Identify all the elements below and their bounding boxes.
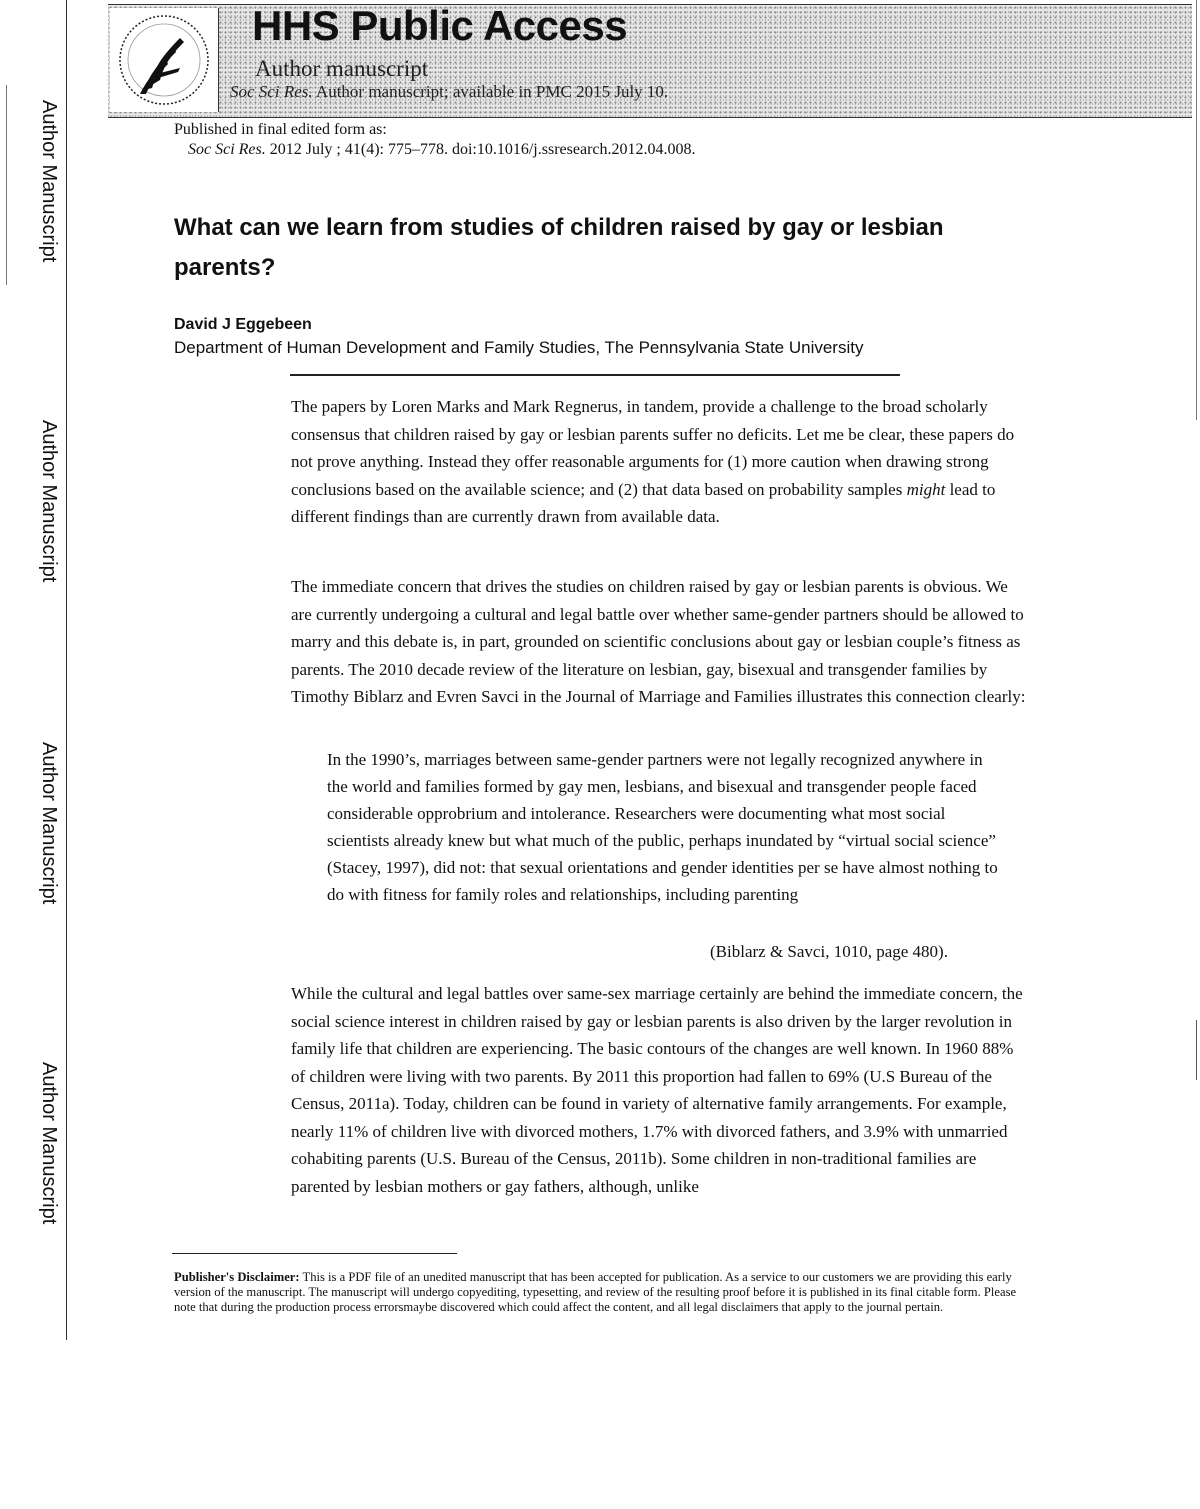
banner-title: HHS Public Access — [252, 2, 628, 49]
margin-rule — [66, 0, 67, 1340]
banner-availability — [230, 82, 668, 102]
paragraph-1-text-a: The papers by Loren Marks and Mark Regnerus, in tandem, provide a challenge to the broad scholarly consensus that children raised by gay or lesbian parents suffer no deficits. Let me be clear, these papers do not prove anything. Instead they offer reasonable arguments for (1) more caution when drawing strong conclusions based on the available science; and (2) that data based on probability samples — [291, 397, 1015, 499]
disclaimer-label: Publisher's Disclaimer: — [174, 1270, 300, 1284]
paragraph-1-emphasis: might — [906, 479, 946, 499]
paragraph-1 — [291, 393, 1031, 531]
author-name: David J Eggebeen — [174, 316, 312, 333]
quote-citation: (Biblarz & Savci, 1010, page 480). — [710, 942, 948, 961]
citation-journal: Soc Sci Res. — [188, 141, 266, 158]
disclaimer-text: This is a PDF file of an unedited manuscript that has been accepted for publication. As a service to our customers we are providing this early version of the manuscript. The manuscript will undergo copyediting, typesetting, and review of the resulting proof before it is published in its final citable form. Please note that during the production process errorsmaybe discovered which could affect the content, and all legal disclaimers that apply to the journal pertain. — [174, 1270, 1017, 1314]
side-label-author-manuscript: Author Manuscript — [38, 100, 60, 263]
scan-edge-mark — [1196, 0, 1197, 420]
side-label-author-manuscript: Author Manuscript — [38, 1062, 60, 1225]
side-label-author-manuscript: Author Manuscript — [38, 742, 60, 905]
author-affiliation: Department of Human Development and Family Studies, The Pennsylvania State University — [174, 338, 864, 357]
citation-details: 2012 July ; 41(4): 775–778. doi:10.1016/j.ssresearch.2012.04.008. — [269, 141, 696, 158]
banner-journal: Soc Sci Res. — [230, 82, 313, 101]
scan-edge-mark — [6, 85, 7, 285]
hhs-logo — [110, 8, 219, 112]
title-divider — [290, 374, 900, 376]
paragraph-2: The immediate concern that drives the studies on children raised by gay or lesbian parents is obvious. We are currently undergoing a cultural and legal battle over whether same-gender partners should be allowed to marry and this debate is, in part, grounded on scientific conclusions about gay or lesbian couple’s fitness as parents. The 2010 decade review of the literature on lesbian, gay, bisexual and transgender families by Timothy Biblarz and Evren Savci in the Journal of Marriage and Families illustrates this connection clearly: — [291, 577, 1026, 706]
article-title: What can we learn from studies of children raised by gay or lesbian parents? — [174, 214, 944, 281]
published-label: Published in final edited form as: — [174, 121, 387, 138]
hhs-eagle-seal-icon — [110, 8, 218, 112]
paragraph-3: While the cultural and legal battles over same-sex marriage certainly are behind the immediate concern, the social science interest in children raised by gay or lesbian parents is also driven by the larger revolution in family life that children are experiencing. The basic contours of the changes are well known. In 1960 88% of children were living with two parents. By 2011 this proportion had fallen to 69% (U.S Bureau of the Census, 2011a). Today, children can be found in variety of alternative family arrangements. For example, nearly 11% of children live with divorced mothers, 1.7% with divorced fathers, and 3.9% with unmarried cohabiting parents (U.S. Bureau of the Census, 2011b). Some children in non-traditional families are parented by lesbian mothers or gay fathers, although, unlike — [291, 984, 1023, 1196]
citation — [188, 141, 696, 159]
scan-edge-mark — [1196, 1020, 1197, 1080]
footnote-divider — [172, 1253, 457, 1254]
block-quote: In the 1990’s, marriages between same-gender partners were not legally recognized anywhere in the world and families formed by gay men, lesbians, and bisexual and transgender people faced considerable opprobrium and intolerance. Researchers were documenting what most social scientists already knew but what much of the public, perhaps inundated by “virtual social science” (Stacey, 1997), did not: that sexual orientations and gender identities per se have almost nothing to do with fitness for family roles and relationships, including parenting — [327, 750, 998, 904]
banner-availability-text: Author manuscript; available in PMC 2015 July 10. — [315, 82, 669, 101]
publisher-disclaimer — [174, 1270, 1024, 1315]
side-label-author-manuscript: Author Manuscript — [38, 420, 60, 583]
banner-subtitle: Author manuscript — [255, 56, 429, 81]
paragraph-1-text-b: lead to different findings than are currently drawn from available data. — [291, 479, 996, 526]
